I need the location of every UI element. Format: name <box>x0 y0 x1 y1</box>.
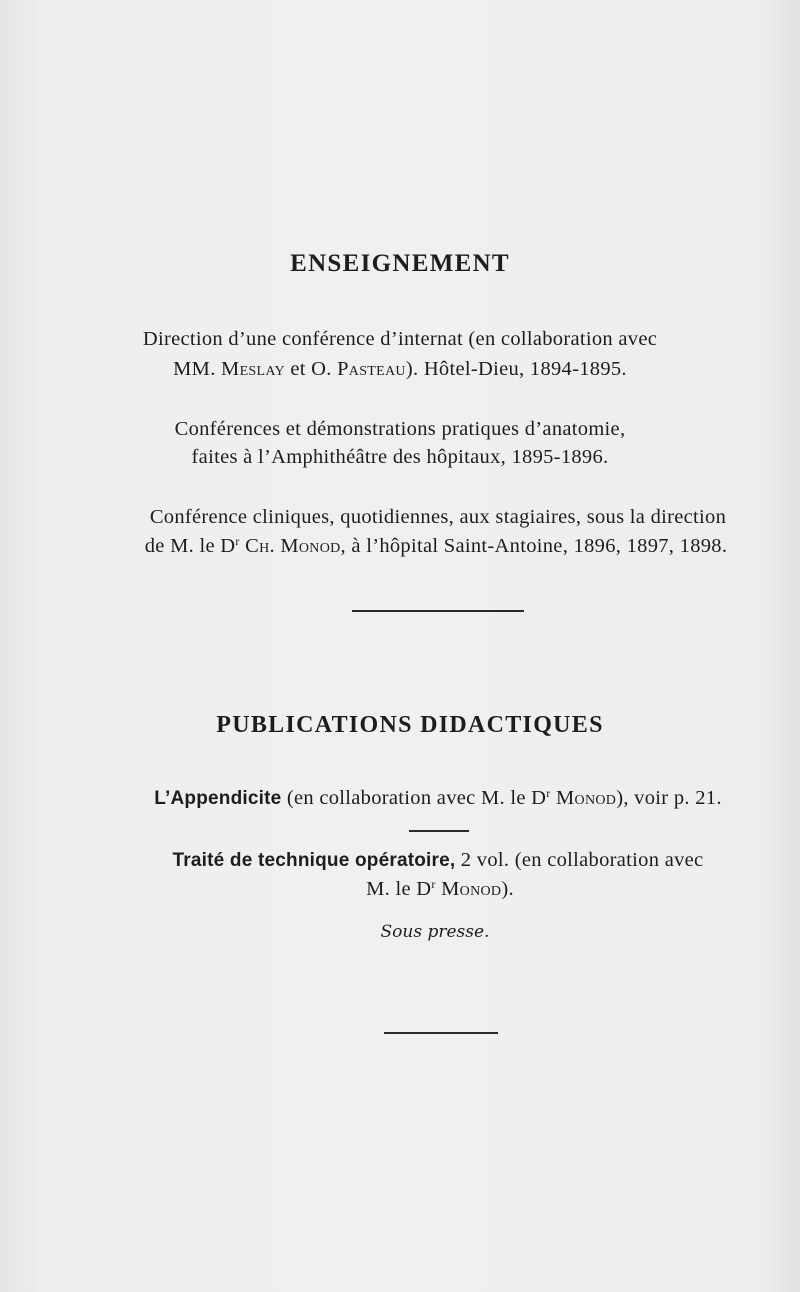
person-monod: Ch. Monod <box>245 535 341 557</box>
person-monod-3: Monod <box>441 878 502 900</box>
publication-item-2-line1: Traité de technique opératoire, 2 vol. (en collaboration avec <box>172 849 704 871</box>
publication-item-2-line2: M. le $D^r$ Monod). <box>366 877 514 900</box>
person-meslay: Meslay <box>221 358 285 380</box>
enseignement-p2-line2: faites à l’Amphithéâtre des hôpitaux, 1895-1896. <box>191 446 609 468</box>
enseignement-p2-line1: Conférences et démonstrations pratiques d’anatomie, <box>174 418 626 440</box>
enseignement-p3-line1: Conférence cliniques, quotidiennes, aux stagiaires, sous la direction <box>149 506 727 528</box>
publication-title-traite: Traité de technique opératoire, <box>172 850 456 871</box>
publication-note-sous-presse: Sous presse. <box>380 922 490 942</box>
separator-rule-2 <box>384 1032 498 1034</box>
person-pasteau: Pasteau <box>337 358 406 380</box>
separator-rule-1 <box>352 610 524 612</box>
enseignement-p1-line1: Direction d’une conférence d’internat (en collaboration avec <box>142 328 658 350</box>
enseignement-p3-line2: de M. le $D^r$ Ch. Monod, à l’hôpital Saint-Antoine, 1896, 1897, 1898. <box>144 534 728 557</box>
person-monod-2: Monod <box>556 787 617 809</box>
enseignement-p1-line2: MM. Meslay et O. Pasteau). Hôtel-Dieu, 1894-1895. <box>173 358 627 380</box>
section-title-enseignement: ENSEIGNEMENT <box>290 250 510 277</box>
publication-title-appendicite: L’Appendicite <box>154 788 282 809</box>
publication-item-1: L’Appendicite (en collaboration avec M. le $D^r$ Monod), voir p. 21. <box>154 786 722 809</box>
separator-rule-short <box>409 830 469 832</box>
section-title-publications: PUBLICATIONS DIDACTIQUES <box>216 712 604 738</box>
